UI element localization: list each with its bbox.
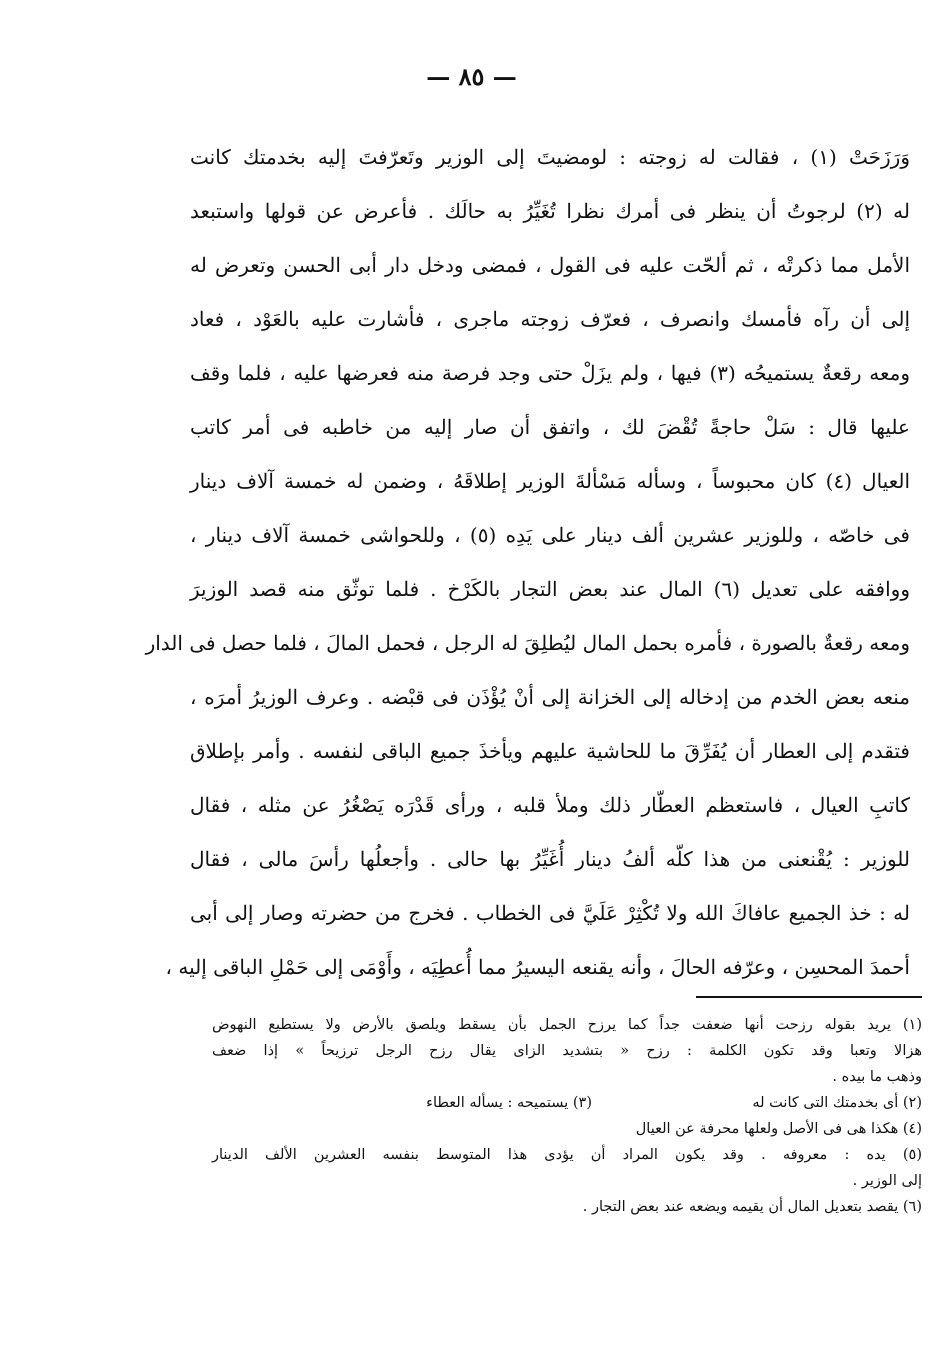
page-number: — ٨٥ — [426, 62, 517, 91]
footnote-5-line-2: إلى الوزير . [852, 1173, 922, 1189]
footnote-2: (٢) أى بخدمتك التى كانت له [752, 1095, 922, 1111]
footnote-4: (٤) هكذا هى فى الأصل ولعلها محرفة عن العيال [635, 1121, 922, 1137]
text-line: العيال (٤) كان محبوساً ، وسأله مَسْألةَ الوزير إطلاقَهُ ، وضمن له خمسة آلاف دينار [190, 469, 910, 493]
footnote-1-line-2: هزالا وتعبا وقد تكون الكلمة : رزح « بتشديد الزاى يقال رزح الرجل ترزيحاً » إذا ضعف [212, 1043, 922, 1059]
main-text [145, 130, 910, 994]
text-line: له (٢) لرجوتُ أن ينظر فى أمرك نظرا تُغَيِّرُ به حالَك . فأعرض عن قولها واستبعد [190, 199, 910, 223]
text-line: له : خذ الجميع عافاكَ الله ولا تُكْثِرْ عَلَيَّ فى الخطاب . فخرج من حضرته وصار إلى أبى [190, 901, 910, 925]
text-line: للوزير : يُقْنعنى من هذا كلّه ألفُ دينار أُغَيِّرُ بها حالى . وأجعلُها رأسَ مالى ، فقال [190, 847, 910, 871]
text-line: أحمدَ المحسِن ، وعرّفه الحالَ ، وأنه يقنعه اليسيرُ مما أُعطِيَه ، وأَوْمَى إلى حَمْلِ الباقى إليه ، [165, 955, 910, 979]
text-line: وَرَزَحَتْ (١) ، فقالت له زوجته : لومضيتَ إلى الوزير وتَعرّفتَ إليه بخدمتك كانت [190, 145, 910, 169]
text-line: فتقدم إلى العطار أن يُفَرِّقَ ما للحاشية عليهم ويأخذَ جميع الباقى لنفسه . وأمر بإطلاق [190, 739, 910, 763]
text-line: ومعه رقعةٌ يستميحُه (٣) فيها ، ولم يزَلْ حتى وجد فرصة منه فعرضها عليه ، فلما وقف [190, 361, 910, 385]
text-line: ووافقه على تعديل (٦) المال عند بعض التجار بالكَرْخ . فلما توثّق منه قصد الوزيرَ [190, 577, 910, 601]
text-line: ومعه رقعةٌ بالصورة ، فأمره بحمل المال ليُطلِقَ له الرجل ، فحمل المالَ ، فلما حصل فى الدار [145, 631, 910, 655]
footnote-6: (٦) يقصد بتعديل المال أن يقيمه ويضعه عند بعض التجار . [582, 1199, 922, 1215]
text-line: عليها قال : سَلْ حاجةً تُقْضَ لك ، واتفق أن صار إليه من خاطبه فى أمر كاتب [190, 415, 910, 439]
text-line: الأمل مما ذكرتْه ، ثم ألحّت عليه فى القول ، فمضى ودخل دار أبى الحسن وتعرض له [190, 253, 910, 277]
footnote-5-line-1: (٥) يده : معروفه . وقد يكون المراد أن يؤدى هذا المتوسط بنفسه العشرين الألف الدينار [212, 1147, 922, 1163]
footnote-row-2-3 [212, 1090, 922, 1116]
footnotes [212, 1012, 922, 1220]
text-line: إلى أن رآه فأمسك وانصرف ، فعرّف زوجته ماجرى ، فأشارت عليه بالعَوْد ، فعاد [190, 307, 910, 331]
footnote-1-line-1: (١) يريد بقوله رزحت أنها ضعفت جداً كما يرزح الجمل بأن يسقط ويلصق بالأرض ولا يستطيع النهوض [212, 1017, 922, 1033]
text-line: فى خاصّه ، وللوزير عشرين ألف دينار على يَدِه (٥) ، وللحواشى خمسة آلاف دينار ، [190, 523, 910, 547]
text-line: كاتبِ العيال ، فاستعظم العطّار ذلك وملأ قلبه ، ورأى قَدْرَه يَصْغُرُ عن مثله ، فقال [190, 793, 910, 817]
text-line: منعه بعض الخدم من إدخاله إلى الخزانة إلى أنْ يُؤْذَن فى قبْضه . وعرف الوزيرُ أمرَه ، [190, 685, 910, 709]
footnote-1-line-3: وذهب ما بيده . [832, 1069, 922, 1085]
footnote-3: (٣) يستميحه : يسأله العطاء [426, 1095, 592, 1111]
footnote-divider [696, 996, 922, 998]
